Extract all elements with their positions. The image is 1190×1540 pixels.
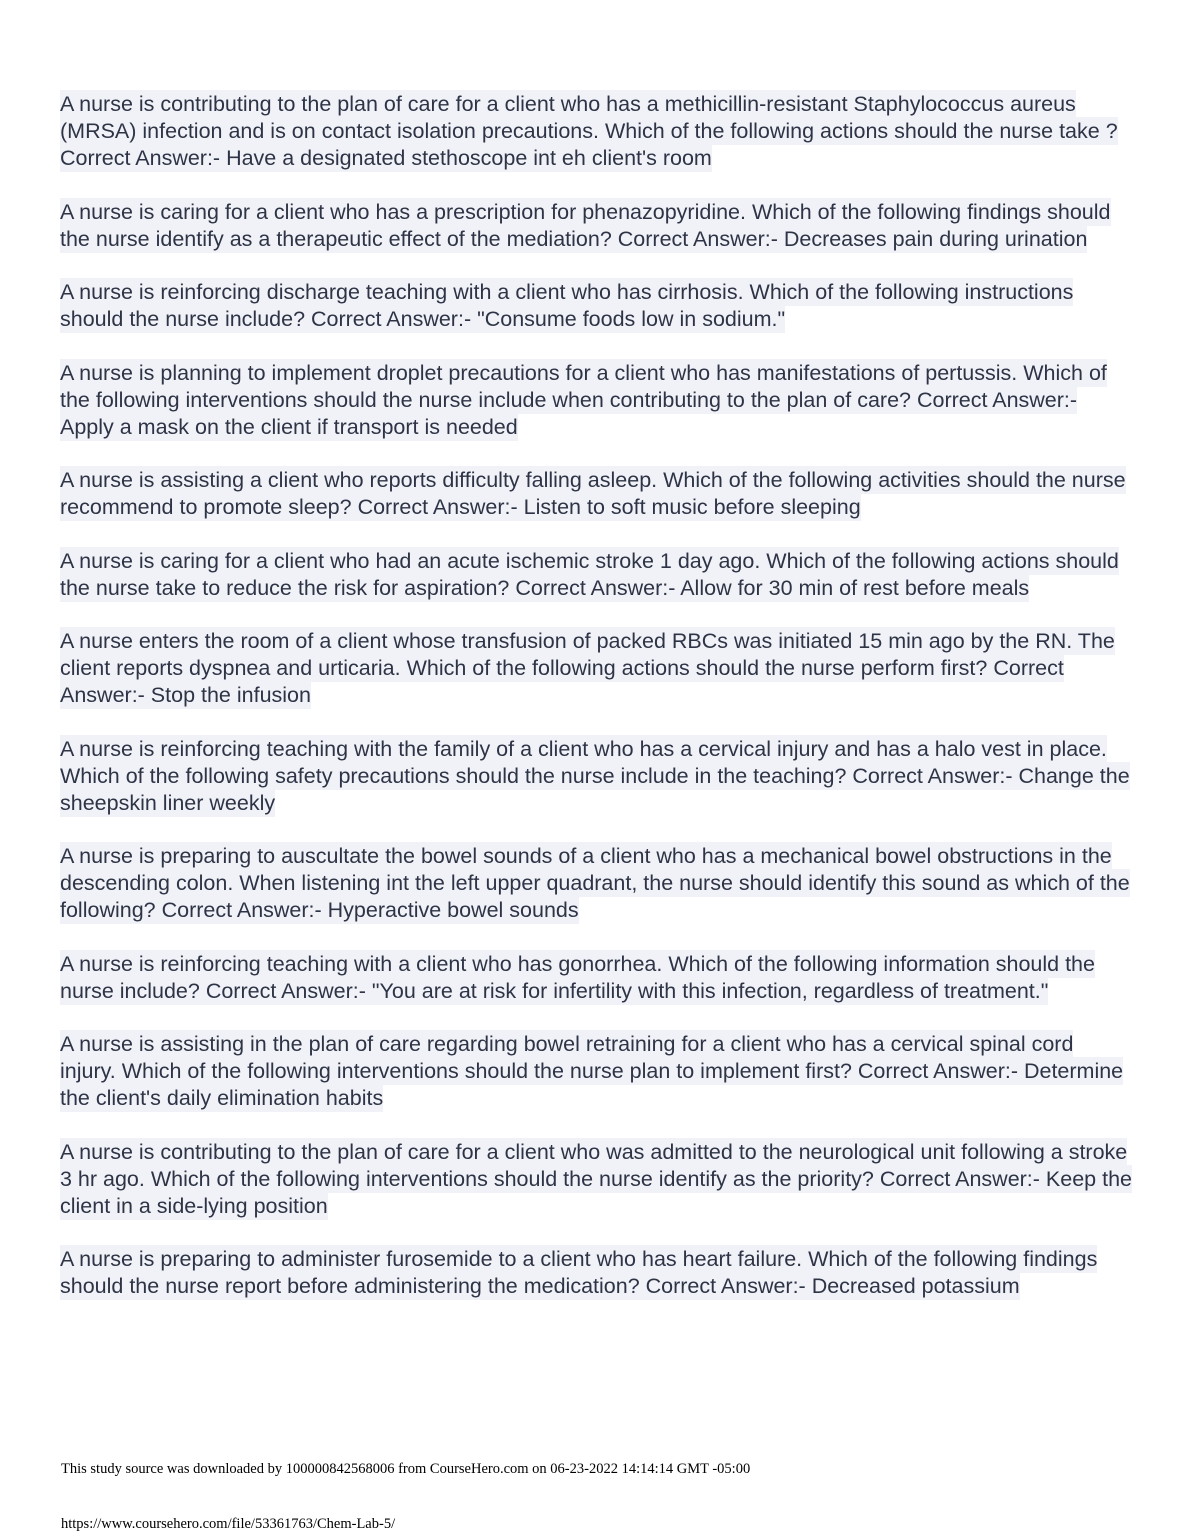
question-answer-list <box>60 91 1135 1327</box>
qa-text: A nurse is assisting in the plan of care regarding bowel retraining for a client who has a cervical spinal cord injury. Which of the following interventions should the nurse plan to implement first? Correct Answer:- Determine the client's daily elimination habits <box>60 1032 1124 1110</box>
qa-text: A nurse is contributing to the plan of care for a client who has a methicillin-resistant Staphylococcus aureus (MRSA) infection and is on contact isolation precautions. Which of the following actions should the nurse take ? Correct Answer:- Have a designated stethoscope int eh client's room <box>60 92 1118 170</box>
qa-text: A nurse is preparing to auscultate the bowel sounds of a client who has a mechanical bowel obstructions in the descending colon. When listening int the left upper quadrant, the nurse should identify this sound as which of the following? Correct Answer:- Hyperactive bowel sounds <box>60 844 1130 922</box>
qa-item-11 <box>60 1031 1135 1112</box>
qa-item-4 <box>60 360 1135 441</box>
qa-text: A nurse is reinforcing discharge teaching with a client who has cirrhosis. Which of the following instructions should the nurse include? Correct Answer:- "Consume foods low in sodium." <box>60 280 1074 331</box>
qa-text: A nurse is caring for a client who had an acute ischemic stroke 1 day ago. Which of the following actions should the nurse take to reduce the risk for aspiration? Correct Answer:- Allow for 30 min of rest before meals <box>60 548 1119 600</box>
qa-text: A nurse is reinforcing teaching with the family of a client who has a cervical injury and has a halo vest in place. Which of the following safety precautions should the nurse include in the teaching? Correct Answer:- Change the sheepskin liner weekly <box>60 736 1130 815</box>
qa-item-12 <box>60 1139 1135 1220</box>
qa-item-3 <box>60 279 1135 333</box>
qa-item-6 <box>60 548 1135 602</box>
qa-text: A nurse is contributing to the plan of care for a client who was admitted to the neurological unit following a stroke 3 hr ago. Which of the following interventions should the nurse identify as the priority? Correct Answer:- Keep the client in a side-lying position <box>60 1139 1132 1218</box>
qa-item-1 <box>60 91 1135 172</box>
qa-text: A nurse enters the room of a client whose transfusion of packed RBCs was initiated 15 min ago by the RN. The client reports dyspnea and urticaria. Which of the following actions should the nurse perform first? Correct Answer:- Stop the infusion <box>60 629 1115 707</box>
qa-text: A nurse is assisting a client who reports difficulty falling asleep. Which of the following activities should the nurse recommend to promote sleep? Correct Answer:- Listen to soft music before sleeping <box>60 468 1126 519</box>
qa-text: A nurse is planning to implement droplet precautions for a client who has manifestations of pertussis. Which of the following interventions should the nurse include when contributing to the plan of care? Correct Answer:- Apply a mask on the client if transport is needed <box>60 360 1107 439</box>
qa-text: A nurse is caring for a client who has a prescription for phenazopyridine. Which of the following findings should the nurse identify as a therapeutic effect of the mediation? Correct Answer:- Decreases pain during urination <box>60 199 1111 251</box>
qa-text: A nurse is preparing to administer furosemide to a client who has heart failure. Which of the following findings should the nurse report before administering the medication? Correct Answer:- Decreased potassium <box>60 1247 1098 1298</box>
qa-item-2 <box>60 199 1135 253</box>
qa-item-5 <box>60 467 1135 521</box>
footer-url: https://www.coursehero.com/file/53361763/Chem-Lab-5/ <box>61 1516 396 1532</box>
qa-item-9 <box>60 843 1135 924</box>
qa-item-13 <box>60 1246 1135 1300</box>
qa-item-10 <box>60 951 1135 1005</box>
qa-item-8 <box>60 736 1135 817</box>
qa-item-7 <box>60 628 1135 709</box>
footer-source-note: This study source was downloaded by 100000842568006 from CourseHero.com on 06-23-2022 14:14:14 GMT -05:00 <box>61 1461 751 1477</box>
qa-text: A nurse is reinforcing teaching with a client who has gonorrhea. Which of the following information should the nurse include? Correct Answer:- "You are at risk for infertility with this infection, regardless of treatment." <box>60 951 1095 1003</box>
